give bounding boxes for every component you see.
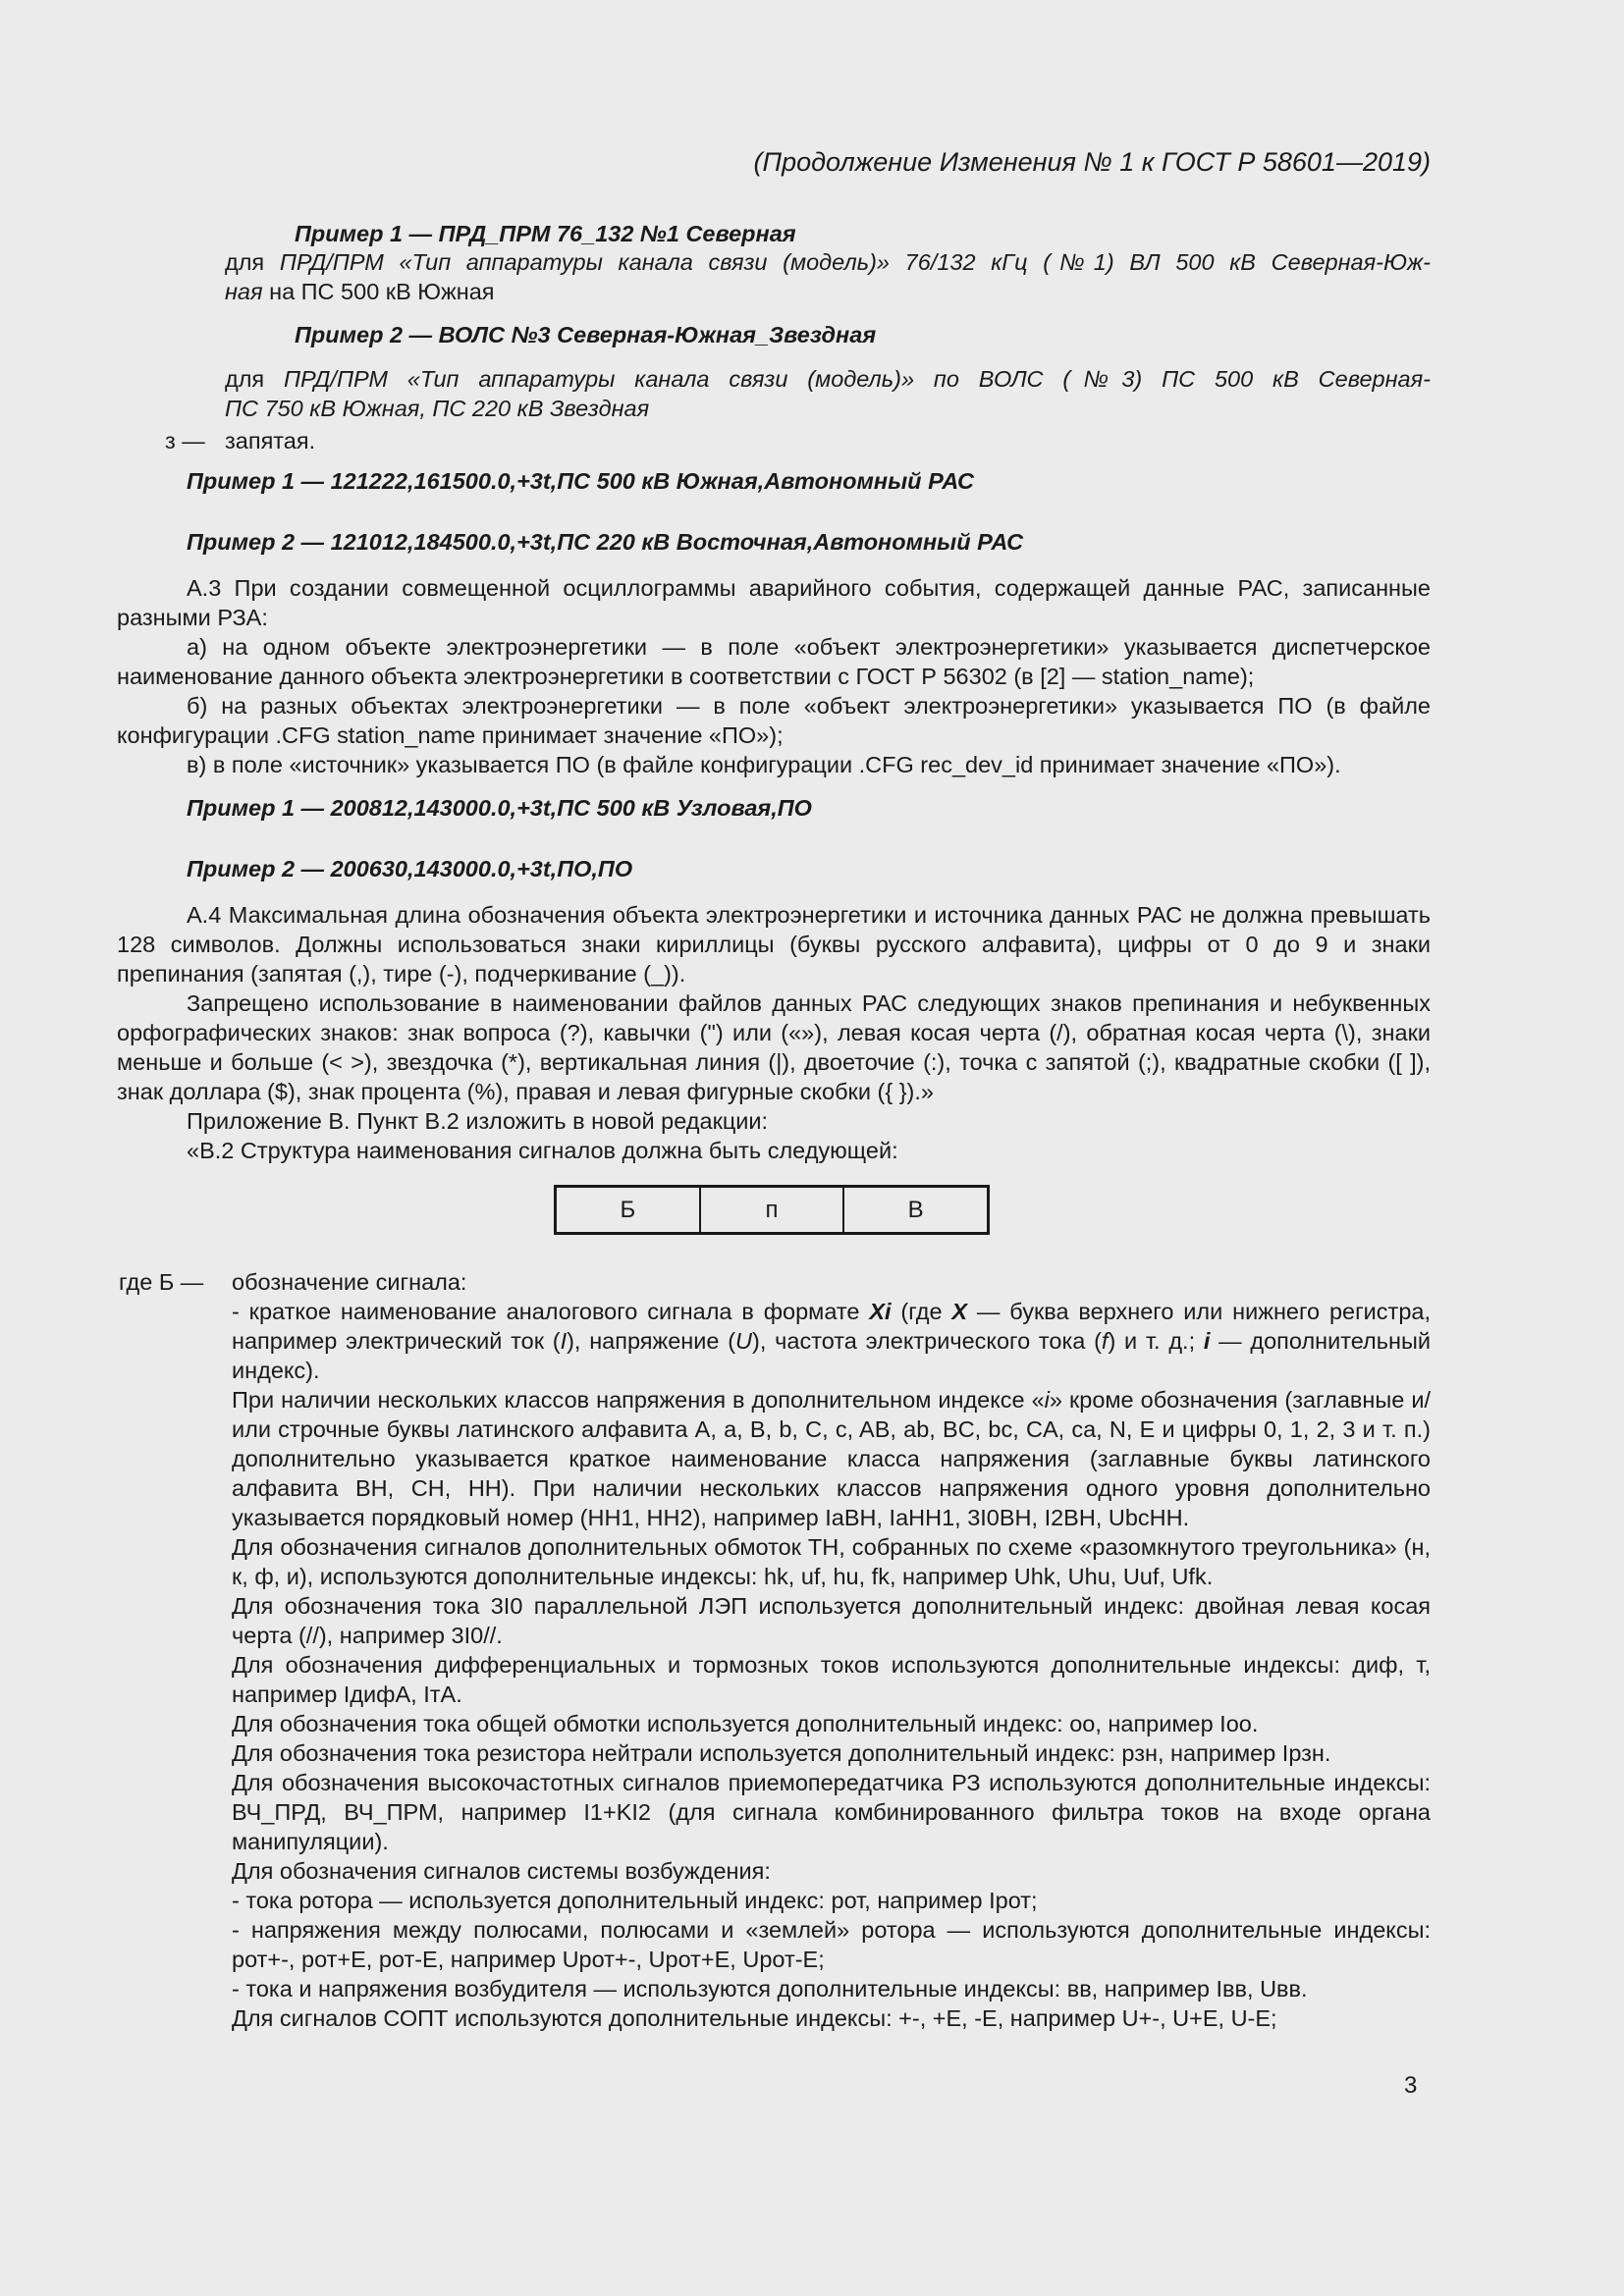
3i0-paragraph: Для обозначения тока 3I0 параллельной ЛЭП используется дополнительный индекс: двойная левая косая черта (//), например 3I0//. (232, 1593, 1431, 1648)
signal-format-f: f (1101, 1328, 1109, 1354)
example-2-line-1: ПРД/ПРМ «Тип аппаратуры канала связи (модель)» по ВОЛС (№3) ПС 500 кВ Северная- (284, 366, 1431, 392)
example-2-for: для (225, 366, 285, 392)
exciter-paragraph: - тока и напряжения возбудителя — используются дополнительные индексы: вв, например Iвв, Uвв. (232, 1976, 1308, 2002)
signal-format-text-c: — буква верхнего или нижнего регистра, например электрический ток ( (232, 1299, 1431, 1354)
signal-format-u: U (735, 1328, 753, 1354)
hf-signals-paragraph: Для обозначения высокочастотных сигналов приемопередатчика РЗ используются дополнительные индексы: ВЧ_ПРД, ВЧ_ПРМ, например I1+KI2 (для сигнала комбинированного фильтра токов на входе органа манипуляции). (232, 1770, 1431, 1854)
example-comma-1: Пример 1 — 121222,161500.0,+3t,ПС 500 кВ Южная,Автономный РАС (187, 468, 975, 494)
item-z-text: запятая. (225, 428, 316, 454)
voltage-class-paragraph (232, 1385, 1431, 1532)
example-1-line-2-rest: на ПС 500 кВ Южная (262, 279, 495, 304)
structure-cell-b: Б (557, 1188, 701, 1232)
differential-paragraph: Для обозначения дифференциальных и тормозных токов используются дополнительные индексы: диф, т, например IдифА, IтА. (232, 1652, 1431, 1707)
example-1-body (225, 247, 1431, 306)
where-label: где Б — (119, 1269, 204, 1295)
example-a3-2: Пример 2 — 200630,143000.0,+3t,ПО,ПО (187, 856, 633, 881)
example-1-for: для (225, 249, 280, 275)
signal-structure-diagram (554, 1185, 990, 1235)
example-1-line-2-italic: ная (225, 279, 263, 304)
voltage-class-text-b: » кроме обозначения (заглавные и/или строчные буквы латинского алфавита А, a, B, b, C, c, AB, ab, BC, bc, CA, ca, N, E и цифры 0, 1, 2, 3 и т. п.) дополнительно указывается краткое наименование класса напряжения (заглавные буквы латинского алфавита ВН, СН, НН). При наличии нескольких классов напряжения одного уровня дополнительно указывается порядковый номер (НН1, НН2), например IaВН, IaНН1, 3I0ВН, I2ВН, UbcНН. (232, 1387, 1431, 1530)
where-text: обозначение сигнала: (232, 1269, 467, 1295)
example-1-title: Пример 1 — ПРД_ПРМ 76_132 №1 Северная (295, 221, 796, 246)
neutral-resistor-paragraph: Для обозначения тока резистора нейтрали используется дополнительный индекс: рзн, например Iрзн. (232, 1740, 1331, 1766)
a3-item-v: в) в поле «источник» указывается ПО (в файле конфигурации .CFG rec_dev_id принимает значение «ПО»). (187, 752, 1341, 777)
signal-format-xi: Xi (869, 1299, 892, 1324)
a4-paragraph-2: Запрещено использование в наименовании файлов данных РАС следующих знаков препинания и небуквенных орфографических знаков: знак вопроса (?), кавычки (") или («»), левая косая черта (/), обратная косая черта (\), знаки меньше и больше (< >), звездочка (*), вертикальная линия (|), двоеточие (:), точка с запятой (;), квадратные скобки ([ ]), знак доллара ($), знак процента (%), правая и левая фигурные скобки ({ }).» (117, 990, 1431, 1104)
structure-cell-p: п (701, 1188, 845, 1232)
excitation-paragraph: Для обозначения сигналов системы возбуждения: (232, 1858, 771, 1884)
signal-format-paragraph (232, 1297, 1431, 1385)
signal-format-i-index: i (1203, 1328, 1211, 1354)
sopt-paragraph: Для сигналов СОПТ используются дополнительные индексы: +-, +Е, -Е, например U+-, U+E, U-E; (232, 2005, 1277, 2031)
section-a4 (117, 900, 1431, 1165)
signal-format-x: X (951, 1299, 968, 1324)
signal-format-text-d: ), напряжение ( (567, 1328, 736, 1354)
page-number: 3 (1404, 2072, 1418, 2099)
a3-intro: А.3 При создании совмещенной осциллограммы аварийного события, содержащей данные РАС, записанные разными РЗА: (117, 575, 1431, 630)
voltage-class-index: i (1044, 1387, 1050, 1413)
item-z-label: з — (165, 428, 205, 454)
signal-description (232, 1297, 1431, 2033)
signal-format-text-b: (где (891, 1299, 952, 1324)
a3-item-b: б) на разных объектах электроэнергетики — в поле «объект электроэнергетики» указывается ПО (в файле конфигурации .CFG station_name принимает значение «ПО»); (117, 693, 1431, 748)
th-windings-paragraph: Для обозначения сигналов дополнительных обмоток ТН, собранных по схеме «разомкнутого треугольника» (н, к, ф, и), используются дополнительные индексы: hk, uf, hu, fk, например Uhk, Uhu, Uuf, Ufk. (232, 1534, 1431, 1589)
signal-format-text-e: ), частота электрического тока ( (752, 1328, 1102, 1354)
example-comma-2: Пример 2 — 121012,184500.0,+3t,ПС 220 кВ Восточная,Автономный РАС (187, 529, 1024, 555)
signal-format-text-a: - краткое наименование аналогового сигнала в формате (232, 1299, 870, 1324)
example-2-body (225, 364, 1431, 423)
rotor-voltage-paragraph: - напряжения между полюсами, полюсами и «землей» ротора — используются дополнительные индексы: рот+-, рот+Е, рот-Е, например Uрот+-, Uрот+Е, Uрот-Е; (232, 1917, 1431, 1972)
signal-format-text-g: ) и т. д.; (1108, 1328, 1204, 1354)
a4-paragraph-3: Приложение В. Пункт В.2 изложить в новой редакции: (187, 1108, 769, 1134)
voltage-class-text-a: При наличии нескольких классов напряжения в дополнительном индексе « (232, 1387, 1045, 1413)
example-a3-1: Пример 1 — 200812,143000.0,+3t,ПС 500 кВ Узловая,ПО (187, 795, 812, 821)
example-2-title: Пример 2 — ВОЛС №3 Северная-Южная_Звездная (295, 322, 877, 347)
common-winding-paragraph: Для обозначения тока общей обмотки используется дополнительный индекс: оо, например Iоо. (232, 1711, 1259, 1736)
example-2-line-2: ПС 750 кВ Южная, ПС 220 кВ Звездная (225, 396, 650, 421)
a4-paragraph-4: «В.2 Структура наименования сигналов должна быть следующей: (187, 1138, 898, 1163)
signal-format-text-h: — дополнительный индекс). (232, 1328, 1432, 1383)
a3-item-a: а) на одном объекте электроэнергетики — в поле «объект электроэнергетики» указывается диспетчерское наименование данного объекта электроэнергетики в соответствии с ГОСТ Р 56302 (в [2] — station_name); (117, 634, 1431, 689)
section-a3 (117, 573, 1431, 779)
a4-paragraph-1: А.4 Максимальная длина обозначения объекта электроэнергетики и источника данных РАС не должна превышать 128 символов. Должны использоваться знаки кириллицы (буквы русского алфавита), цифры от 0 до 9 и знаки препинания (запятая (,), тире (-), подчеркивание (_)). (117, 902, 1431, 987)
rotor-current-paragraph: - тока ротора — используется дополнительный индекс: рот, например Iрот; (232, 1888, 1038, 1913)
signal-format-i-current: I (560, 1328, 568, 1354)
example-1-line-1: ПРД/ПРМ «Тип аппаратуры канала связи (модель)» 76/132 кГц (№1) ВЛ 500 кВ Северная-Юж- (279, 249, 1431, 275)
continuation-header: (Продолжение Изменения № 1 к ГОСТ Р 58601—2019) (753, 147, 1431, 177)
structure-cell-v: В (907, 1196, 924, 1223)
